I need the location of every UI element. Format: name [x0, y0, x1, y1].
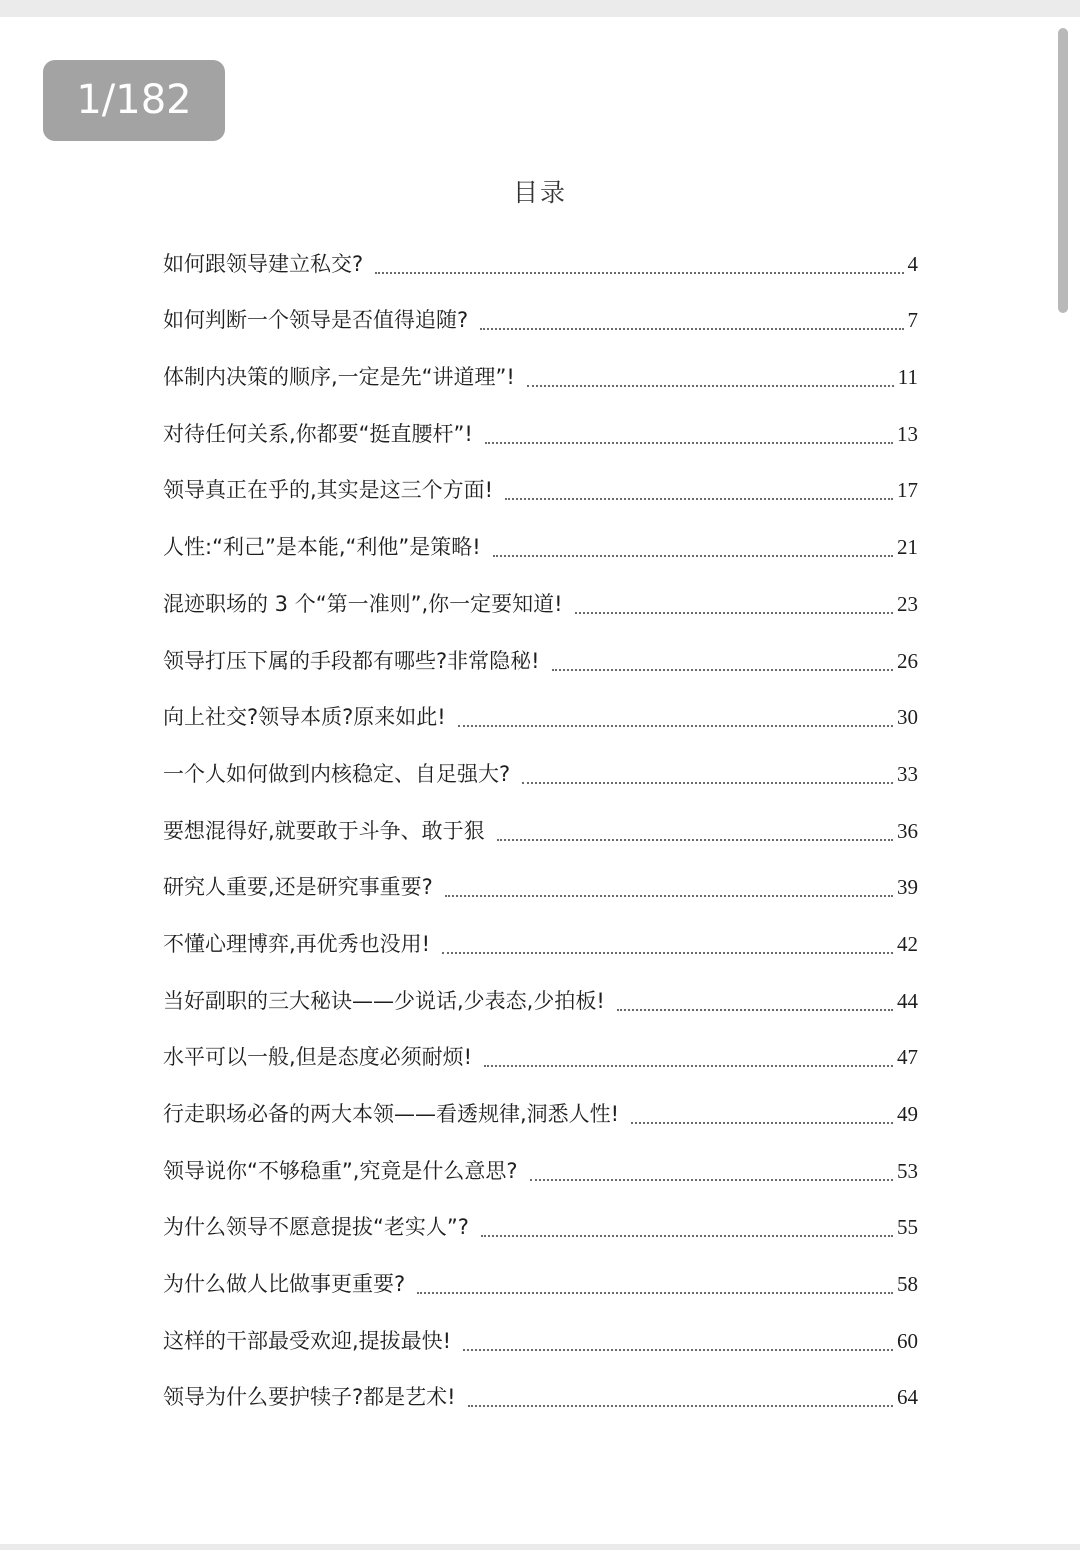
toc-dot-leader — [631, 1122, 893, 1124]
toc-entry-page-number: 44 — [897, 988, 918, 1013]
toc-dot-leader — [463, 1349, 893, 1351]
toc-entry[interactable] — [163, 455, 918, 512]
toc-entry-page-number: 11 — [897, 365, 918, 390]
scrollbar-thumb[interactable] — [1058, 28, 1068, 313]
toc-entry-title: 不懂心理博弈,再优秀也没用! — [163, 931, 431, 956]
toc-entry-page-number: 39 — [897, 875, 918, 900]
toc-dot-leader — [417, 1292, 893, 1294]
toc-dot-leader — [505, 498, 893, 500]
toc-entry[interactable] — [163, 285, 918, 342]
toc-entry-title: 当好副职的三大秘诀——少说话,少表态,少拍板! — [163, 988, 605, 1013]
toc-entry-page-number: 36 — [897, 818, 918, 843]
toc-dot-leader — [458, 725, 893, 727]
toc-entry-title: 为什么做人比做事更重要? — [163, 1272, 406, 1297]
toc-entry-title: 为什么领导不愿意提拔“老实人”? — [163, 1215, 469, 1240]
toc-entry[interactable] — [163, 1362, 918, 1419]
page-counter: 1/182 — [43, 60, 225, 141]
toc-dot-leader — [480, 328, 903, 330]
toc-entry[interactable] — [163, 682, 918, 739]
toc-entry-title: 向上社交?领导本质?原来如此! — [163, 705, 446, 730]
toc-entry[interactable] — [163, 625, 918, 682]
toc-entry-page-number: 55 — [897, 1215, 918, 1240]
toc-entry[interactable] — [163, 795, 918, 852]
toc-entry-title: 领导打压下属的手段都有哪些?非常隐秘! — [163, 648, 540, 673]
toc-dot-leader — [522, 782, 893, 784]
toc-dot-leader — [481, 1235, 893, 1237]
toc-entry-title: 研究人重要,还是研究事重要? — [163, 875, 433, 900]
toc-entry-title: 如何跟领导建立私交? — [163, 251, 364, 276]
toc-entry-title: 行走职场必备的两大本领——看透规律,洞悉人性! — [163, 1102, 620, 1126]
toc-entry-page-number: 33 — [897, 761, 918, 786]
toc-entry-page-number: 58 — [897, 1272, 918, 1297]
toc-dot-leader — [552, 669, 893, 671]
toc-entry-page-number: 4 — [907, 251, 918, 276]
toc-dot-leader — [485, 442, 893, 444]
toc-dot-leader — [617, 1009, 893, 1011]
toc-entry-page-number: 17 — [897, 478, 918, 503]
toc-entry[interactable] — [163, 398, 918, 455]
toc-dot-leader — [493, 555, 893, 557]
toc-entry[interactable] — [163, 965, 918, 1022]
toc-dot-leader — [375, 272, 903, 274]
toc-entry[interactable] — [163, 852, 918, 909]
toc-entry[interactable] — [163, 341, 918, 398]
toc-entry-title: 领导说你“不够稳重”,究竟是什么意思? — [163, 1158, 518, 1183]
toc-entry-page-number: 60 — [897, 1328, 918, 1353]
toc-entry[interactable] — [163, 1022, 918, 1079]
toc-entry[interactable] — [163, 1135, 918, 1192]
toc-entry-title: 领导真正在乎的,其实是这三个方面! — [163, 478, 494, 503]
toc-dot-leader — [442, 952, 893, 954]
toc-entry[interactable] — [163, 1192, 918, 1249]
toc-entry-title: 一个人如何做到内核稳定、自足强大? — [163, 761, 511, 786]
toc-entry-page-number: 49 — [897, 1102, 918, 1126]
toc-entry-title: 要想混得好,就要敢于斗争、敢于狠 — [163, 818, 485, 843]
toc-entry[interactable] — [163, 738, 918, 795]
toc-entry[interactable] — [163, 908, 918, 965]
toc-entry-page-number: 13 — [897, 421, 918, 446]
toc-dot-leader — [527, 385, 894, 387]
table-of-contents — [163, 228, 918, 1418]
toc-entry-title: 体制内决策的顺序,一定是先“讲道理”! — [163, 365, 515, 390]
toc-entry-title: 这样的干部最受欢迎,提拔最快! — [163, 1328, 452, 1353]
toc-entry-title: 混迹职场的 3 个“第一准则”,你一定要知道! — [163, 591, 563, 616]
toc-entry-page-number: 64 — [897, 1385, 918, 1410]
document-page — [0, 17, 1080, 1544]
toc-entry-title: 人性:“利己”是本能,“利他”是策略! — [163, 535, 481, 560]
toc-entry-page-number: 53 — [897, 1158, 918, 1183]
toc-entry-page-number: 42 — [897, 931, 918, 956]
toc-dot-leader — [575, 612, 893, 614]
toc-dot-leader — [497, 839, 893, 841]
toc-entry-page-number: 21 — [897, 535, 918, 560]
toc-entry[interactable] — [163, 1248, 918, 1305]
toc-entry-page-number: 47 — [897, 1045, 918, 1070]
toc-dot-leader — [484, 1065, 893, 1067]
toc-entry-title: 领导为什么要护犊子?都是艺术! — [163, 1385, 456, 1410]
toc-entry-title: 如何判断一个领导是否值得追随? — [163, 308, 469, 333]
toc-entry-page-number: 30 — [897, 705, 918, 730]
toc-entry-title: 水平可以一般,但是态度必须耐烦! — [163, 1045, 473, 1070]
toc-entry[interactable] — [163, 1078, 918, 1135]
toc-entry-page-number: 23 — [897, 591, 918, 616]
toc-dot-leader — [445, 895, 893, 897]
toc-entry-page-number: 26 — [897, 648, 918, 673]
toc-entry[interactable] — [163, 1305, 918, 1362]
toc-entry[interactable] — [163, 511, 918, 568]
toc-title: 目录 — [512, 178, 567, 207]
toc-entry[interactable] — [163, 228, 918, 285]
toc-entry-title: 对待任何关系,你都要“挺直腰杆”! — [163, 421, 473, 446]
toc-entry-page-number: 7 — [907, 308, 918, 333]
toc-dot-leader — [530, 1179, 893, 1181]
toc-entry[interactable] — [163, 568, 918, 625]
toc-dot-leader — [468, 1405, 893, 1407]
